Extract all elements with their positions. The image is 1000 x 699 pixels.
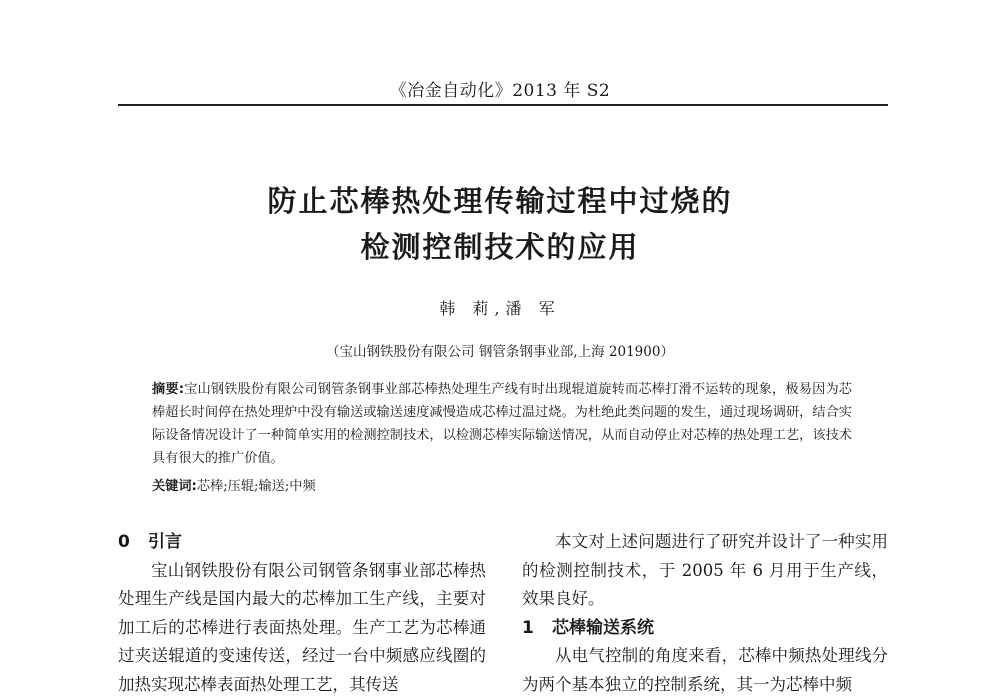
right-paragraph-1: 本文对上述问题进行了研究并设计了一种实用的检测控制技术，于 2005 年 6 月用于生产线，效果良好。: [522, 528, 888, 614]
authors: 韩 莉,潘 军: [0, 296, 1000, 319]
right-column: [522, 528, 888, 699]
keywords-label: 关键词:: [152, 479, 197, 494]
section-heading-0: [118, 528, 486, 557]
section-title: 引言: [148, 532, 182, 552]
abstract-label: 摘要:: [152, 382, 184, 397]
left-column: [118, 528, 486, 699]
section-number: 1: [522, 614, 552, 643]
journal-header: 《冶金自动化》2013 年 S2: [0, 76, 1000, 101]
abstract: [152, 378, 852, 470]
abstract-text: 宝山钢铁股份有限公司钢管条钢事业部芯棒热处理生产线有时出现辊道旋转而芯棒打滑不运转的现象，极易因为芯棒超长时间停在热处理炉中没有输送或输送速度减慢造成芯棒过温过烧。为杜绝此类问题的发生，通过现场调研，结合实际设备情况设计了一种简单实用的检测控制技术，以检测芯棒实际输送情况，从而自动停止对芯棒的热处理工艺，该技术具有很大的推广价值。: [152, 382, 852, 466]
intro-paragraph: 宝山钢铁股份有限公司钢管条钢事业部芯棒热处理生产线是国内最大的芯棒加工生产线，主要对加工后的芯棒进行表面热处理。生产工艺为芯棒通过夹送辊道的变速传送，经过一台中频感应线圈的加热实现芯棒表面热处理工艺，其传送: [118, 557, 486, 699]
right-paragraph-2: 从电气控制的角度来看，芯棒中频热处理线分为两个基本独立的控制系统，其一为芯棒中频: [522, 642, 888, 699]
title-line-1: 防止芯棒热处理传输过程中过烧的: [0, 178, 1000, 224]
keywords-text: 芯棒;压辊;输送;中频: [197, 479, 316, 494]
section-number: 0: [118, 528, 148, 557]
section-heading-1: [522, 614, 888, 643]
header-rule: [118, 104, 888, 106]
affiliation: （宝山钢铁股份有限公司 钢管条钢事业部,上海 201900）: [0, 340, 1000, 360]
section-title: 芯棒输送系统: [552, 618, 654, 638]
title-line-2: 检测控制技术的应用: [0, 224, 1000, 270]
paper-title: [0, 178, 1000, 270]
keywords: [152, 475, 852, 494]
